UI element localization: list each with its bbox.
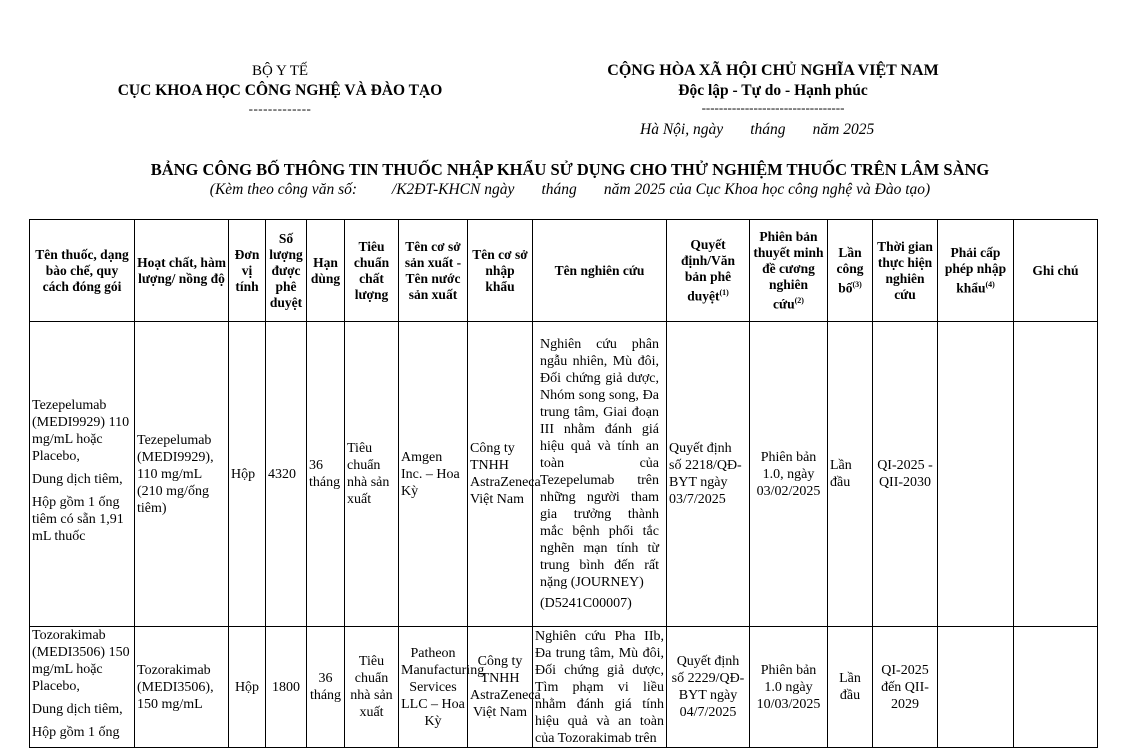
right-divider: --------------------------------- [701, 100, 845, 115]
cell-decision: Quyết định số 2218/QĐ-BYT ngày 03/7/2025 [667, 322, 750, 627]
col-unit: Đơn vị tính [229, 220, 266, 322]
cell-quantity: 4320 [266, 322, 307, 627]
cell-protocol-version: Phiên bản 1.0 ngày 10/03/2025 [750, 627, 828, 748]
col-manufacturer: Tên cơ sở sản xuất - Tên nước sản xuất [399, 220, 468, 322]
cell-active-ingredient: Tozorakimab (MEDI3506), 150 mg/mL [135, 627, 229, 748]
table-row [30, 322, 1098, 627]
table-row [30, 627, 1098, 748]
document-title: BẢNG CÔNG BỐ THÔNG TIN THUỐC NHẬP KHẨU SỬ DỤNG CHO THỬ NGHIỆM THUỐC TRÊN LÂM SÀNG [150, 160, 990, 179]
date-line: Hà Nội, ngày tháng năm 2025 [640, 121, 875, 138]
col-quality-standard: Tiêu chuẩn chất lượng [345, 220, 399, 322]
cell-quantity: 1800 [266, 627, 307, 748]
cell-quality-standard: Tiêu chuẩn nhà sản xuất [345, 322, 399, 627]
document-subtitle: (Kèm theo công văn số: /K2ĐT-KHCN ngày tháng năm 2025 của Cục Khoa học công nghệ và Đào tạo) [209, 181, 931, 198]
cell-importer: Công ty TNHH AstraZeneca Việt Nam [468, 322, 533, 627]
cell-drug-name: Tozorakimab (MEDI3506) 150 mg/mL hoặc Placebo, Dung dịch tiêm, Hộp gồm 1 ống [30, 627, 135, 748]
cell-import-license [938, 627, 1014, 748]
cell-drug-name: Tezepelumab (MEDI9929) 110 mg/mL hoặc Placebo, Dung dịch tiêm, Hộp gồm 1 ống tiêm có sẵn 1,91 mL thuốc [30, 322, 135, 627]
cell-expiry: 36 tháng [307, 627, 345, 748]
issuer-block [60, 62, 500, 116]
col-study-period: Thời gian thực hiện nghiên cứu [873, 220, 938, 322]
cell-importer: Công ty TNHH AstraZeneca Việt Nam [468, 627, 533, 748]
col-active-ingredient: Hoạt chất, hàm lượng/ nồng độ [135, 220, 229, 322]
col-notes: Ghi chú [1014, 220, 1098, 322]
national-header [568, 61, 978, 115]
cell-study-period: QI-2025 đến QII-2029 [873, 627, 938, 748]
cell-notes [1014, 627, 1098, 748]
col-study-name: Tên nghiên cứu [533, 220, 667, 322]
department-name: CỤC KHOA HỌC CÔNG NGHỆ VÀ ĐÀO TẠO [117, 82, 443, 99]
cell-decision: Quyết định số 2229/QĐ-BYT ngày 04/7/2025 [667, 627, 750, 748]
col-expiry: Hạn dùng [307, 220, 345, 322]
cell-unit: Hộp [229, 322, 266, 627]
cell-unit: Hộp [229, 627, 266, 748]
cell-notes [1014, 322, 1098, 627]
col-quantity: Số lượng được phê duyệt [266, 220, 307, 322]
national-motto: Độc lập - Tự do - Hạnh phúc [678, 82, 868, 99]
col-announcement-times: Lần công bố$^{(3)}$ [828, 220, 873, 322]
cell-study-name: Nghiên cứu Pha IIb, Đa trung tâm, Mù đôi, Đối chứng giả dược, Tìm phạm vi liều nhằm đánh giá tính hiệu quả và an toàn của Tozorakimab trên [533, 627, 667, 748]
cell-manufacturer: Amgen Inc. – Hoa Kỳ [399, 322, 468, 627]
col-import-license: Phải cấp phép nhập khẩu$^{(4)}$ [938, 220, 1014, 322]
cell-announcement-times: Lần đầu [828, 322, 873, 627]
col-drug-name: Tên thuốc, dạng bào chế, quy cách đóng gói [30, 220, 135, 322]
drug-import-table [29, 219, 1098, 748]
cell-import-license [938, 322, 1014, 627]
cell-manufacturer: Patheon Manufacturing Services LLC – Hoa Kỳ [399, 627, 468, 748]
ministry-name: BỘ Y TẾ [251, 63, 309, 79]
cell-protocol-version: Phiên bản 1.0, ngày 03/02/2025 [750, 322, 828, 627]
left-divider: ------------- [248, 101, 312, 116]
col-importer: Tên cơ sở nhập khẩu [468, 220, 533, 322]
cell-study-name: Nghiên cứu phân ngẫu nhiên, Mù đôi, Đối chứng giả dược, Nhóm song song, Đa trung tâm, Giai đoạn III nhằm đánh giá hiệu quả và tính an toàn của Tezepelumab trên những người tham gia trưởng thành mắc bệnh phổi tắc nghẽn mạn tính từ trung bình đến rất nặng (JOURNEY) (D5241C00007) [533, 322, 667, 627]
cell-active-ingredient: Tezepelumab (MEDI9929), 110 mg/mL (210 mg/ống tiêm) [135, 322, 229, 627]
country-name: CỘNG HÒA XÃ HỘI CHỦ NGHĨA VIỆT NAM [607, 62, 939, 79]
cell-study-period: QI-2025 - QII-2030 [873, 322, 938, 627]
col-protocol-version: Phiên bản thuyết minh đề cương nghiên cứu$^{(2)}$ [750, 220, 828, 322]
cell-quality-standard: Tiêu chuẩn nhà sản xuất [345, 627, 399, 748]
table-header-row [30, 220, 1098, 322]
col-decision: Quyết định/Văn bản phê duyệt$^{(1)}$ [667, 220, 750, 322]
cell-expiry: 36 tháng [307, 322, 345, 627]
cell-announcement-times: Lần đầu [828, 627, 873, 748]
